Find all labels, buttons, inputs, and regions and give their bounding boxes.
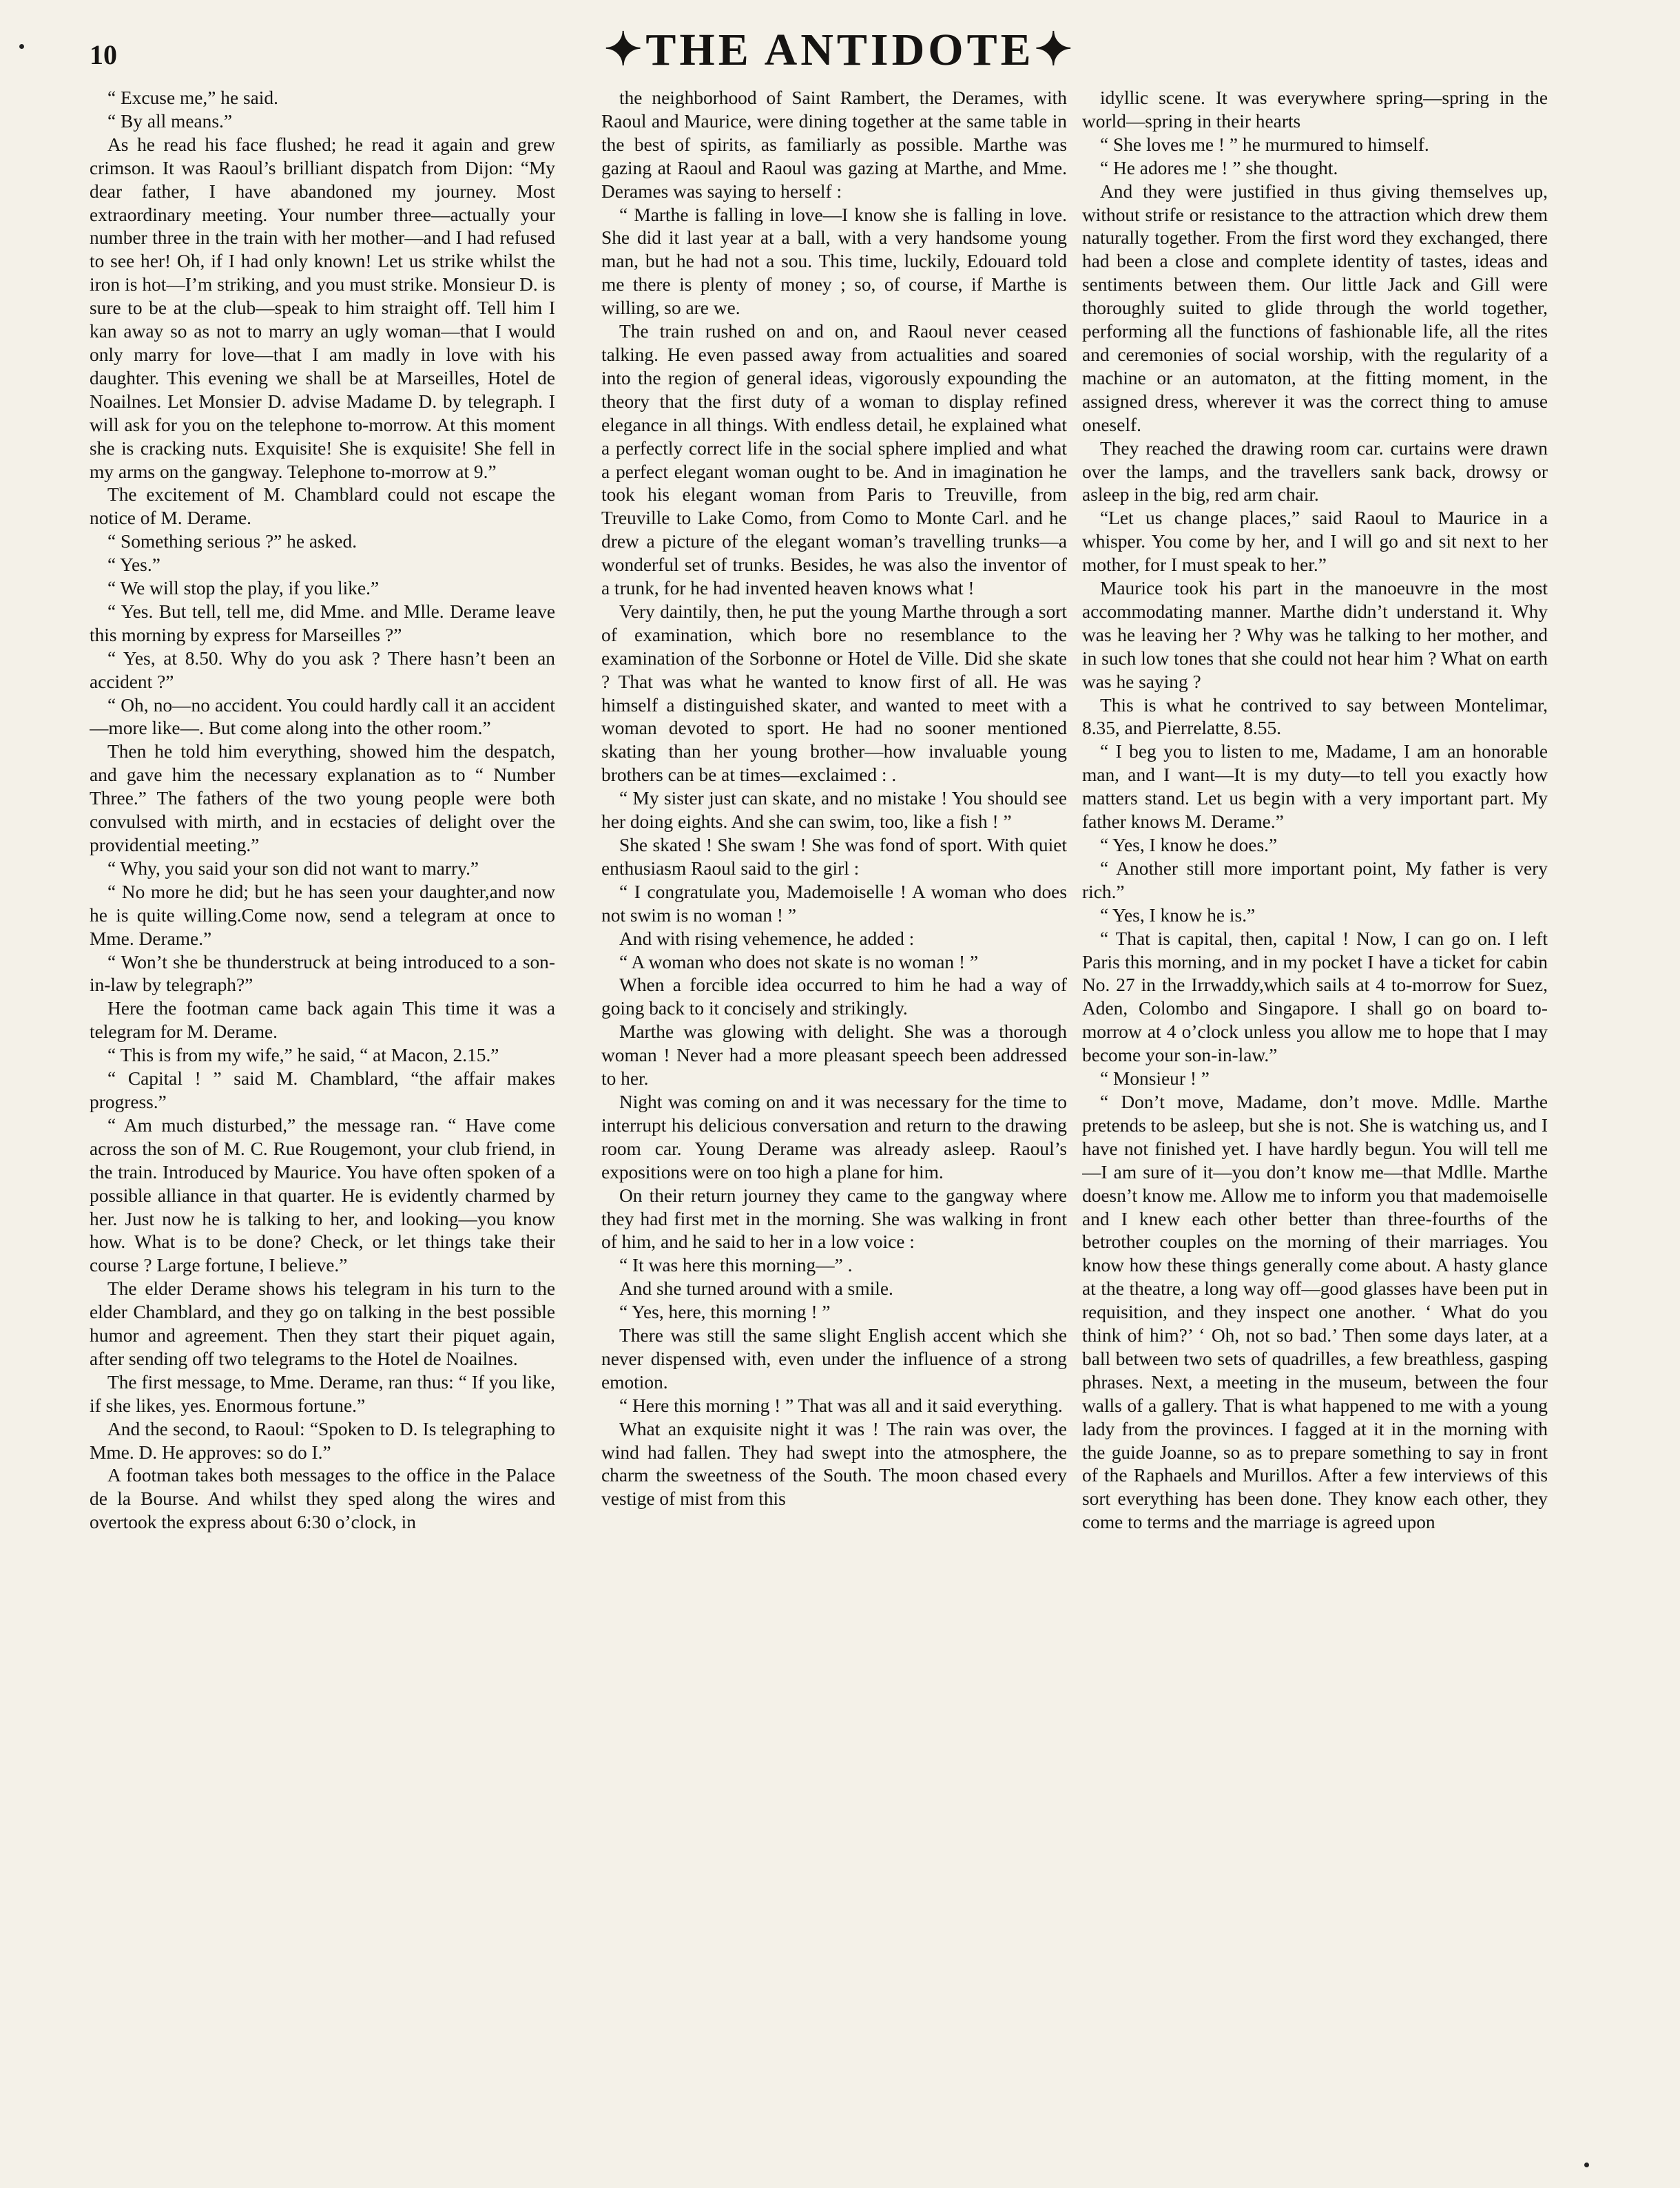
article-paragraph: There was still the same slight English accent which she never dispensed with, even under the influence of a strong emotion.	[601, 1325, 1067, 1393]
article-paragraph: And with rising vehemence, he added :	[619, 928, 915, 949]
article-paragraph: “ This is from my wife,” he said, “ at Macon, 2.15.”	[107, 1045, 499, 1066]
article-paragraph: And she turned around with a smile.	[619, 1278, 893, 1300]
article-paragraph: “ No more he did; but he has seen your daughter,and now he is quite willing.Come now, send a telegram at once to Mme. Derame.”	[90, 881, 555, 949]
print-speck	[19, 44, 24, 49]
article-paragraph: “ Am much disturbed,” the message ran. “ Have come across the son of M. C. Rue Rougemont, your club friend, in the train. Introduced by Maurice. You have often spoken of a possible alliance in that quarter. He is evidently charmed by her. Just now he is talking to her, and looking—you know how. What is to be done? Check, or let things take their course ? Large fortune, I believe.”	[90, 1114, 555, 1276]
article-paragraph: “ It was here this morning—” .	[619, 1255, 853, 1276]
article-paragraph: “ Yes, at 8.50. Why do you ask ? There hasn’t been an accident ?”	[90, 647, 555, 692]
article-paragraph: “ Yes. But tell, tell me, did Mme. and Mlle. Derame leave this morning by express for Marseilles ?”	[90, 601, 555, 645]
article-paragraph: And the second, to Raoul: “Spoken to D. Is telegraphing to Mme. D. He approves: so do I.”	[90, 1418, 555, 1463]
article-paragraph: idyllic scene. It was everywhere spring—spring in the world—spring in their hearts	[1082, 87, 1548, 132]
article-paragraph: Then he told him everything, showed him the despatch, and gave him the necessary explanation as to “ Number Three.” The fathers of the two young people were both convulsed with mirth, and in ecstacies of delight over the providential meeting.”	[90, 741, 555, 855]
article-paragraph: The first message, to Mme. Derame, ran thus: “ If you like, if she likes, yes. Enormous fortune.”	[90, 1371, 555, 1416]
article-paragraph: “ I beg you to listen to me, Madame, I am an honorable man, and I want—It is my duty—to tell you exactly how matters stand. Let us begin with a very important part. My father knows M. Derame.”	[1082, 741, 1548, 833]
text-column-3	[1082, 87, 1548, 2160]
article-paragraph: Very daintily, then, he put the young Marthe through a sort of examination, which bore no resemblance to the examination of the Sorbonne or Hotel de Ville. Did she skate ? That was what he wanted to know first of all. He was himself a distinguished skater, and wanted to meet with a woman devoted to sport. He had no sooner mentioned skating than her young brother—how invaluable young brothers can be at times—exclaimed : .	[601, 601, 1067, 786]
article-paragraph: They reached the drawing room car. curtains were drawn over the lamps, and the travellers sank back, drowsy or asleep in the big, red arm chair.	[1082, 437, 1548, 506]
article-paragraph: “ Something serious ?” he asked.	[107, 531, 357, 552]
article-paragraph: And they were justified in thus giving themselves up, without strife or resistance to the attraction which drew them naturally together. From the first word they exchanged, there had been a close and complete identity of tastes, ideas and sentiments between them. Our little Jack and Gill were thoroughly suited to glide through the world together, performing all the functions of fashionable life, all the rites and ceremonies of social worship, with the regularity of a machine or an automaton, at the fitting moment, in the assigned dress, wherever it was the correct thing to amuse oneself.	[1082, 180, 1548, 435]
article-paragraph: “ Why, you said your son did not want to marry.”	[107, 857, 479, 879]
article-paragraph: On their return journey they came to the gangway where they had first met in the morning. She was walking in front of him, and he said to her in a low voice :	[601, 1185, 1067, 1253]
article-paragraph: “ Monsieur ! ”	[1100, 1068, 1210, 1090]
article-paragraph: When a forcible idea occurred to him he had a way of going back to it concisely and strikingly.	[601, 975, 1067, 1019]
article-paragraph: “ Excuse me,” he said.	[107, 87, 278, 108]
article-paragraph: “ Yes, here, this morning ! ”	[619, 1302, 831, 1323]
article-paragraph: Night was coming on and it was necessary for the time to interrupt his delicious conversation and return to the drawing room car. Young Derame was already asleep. Raoul’s expositions were on too high a plane for him.	[601, 1091, 1067, 1182]
article-paragraph: Maurice took his part in the manoeuvre in the most accommodating manner. Marthe didn’t understand it. Why was he leaving her ? Why was he talking to her mother, and in such low tones that she could not hear him ? What on earth was he saying ?	[1082, 578, 1548, 692]
article-paragraph: Marthe was glowing with delight. She was a thorough woman ! Never had a more pleasant speech been addressed to her.	[601, 1021, 1067, 1090]
article-paragraph: “ I congratulate you, Mademoiselle ! A woman who does not swim is no woman ! ”	[601, 881, 1067, 926]
article-paragraph: The elder Derame shows his telegram in his turn to the elder Chamblard, and they go on talking in the best possible humor and agreement. Then they start their piquet again, after sending off two telegrams to the Hotel de Noailnes.	[90, 1278, 555, 1369]
page-number: 10	[90, 39, 117, 70]
article-paragraph: “ Here this morning ! ” That was all and it said everything.	[619, 1395, 1063, 1416]
article-paragraph: She skated ! She swam ! She was fond of sport. With quiet enthusiasm Raoul said to the girl :	[601, 835, 1067, 879]
text-column-2	[601, 87, 1067, 2160]
article-paragraph: “ That is capital, then, capital ! Now, I can go on. I left Paris this morning, and in my pocket I have a ticket for cabin No. 27 in the Irrwaddy,which sails at 4 to-morrow for Suez, Aden, Colombo and Singapore. I shall go on board to-morrow at 4 o’clock unless you allow me to hope that I may become your son-in-law.”	[1082, 928, 1548, 1066]
article-paragraph: “ My sister just can skate, and no mistake ! You should see her doing eights. And she can swim, too, like a fish ! ”	[601, 788, 1067, 833]
article-paragraph: the neighborhood of Saint Rambert, the Derames, with Raoul and Maurice, were dining together at the same table in the best of spirits, as familiarly as possible. Marthe was gazing at Raoul and Raoul was gazing at Marthe, and Mme. Derames was saying to herself :	[601, 87, 1067, 202]
article-paragraph: “ Oh, no—no accident. You could hardly call it an accident—more like—. But come along into the other room.”	[90, 694, 555, 739]
print-speck	[1584, 2163, 1589, 2167]
article-paragraph: As he read his face flushed; he read it again and grew crimson. It was Raoul’s brilliant dispatch from Dijon: “My dear father, I have abandoned my journey. Most extraordinary meeting. Your number three—actually your number three in the train with her mother—and I had refused to see her! Oh, if I had only known! Let us strike whilst the iron is hot—I’m striking, and you must strike. Monsieur D. is sure to be at the club—speak to him straight off. Tell him I kan away so as not to marry an ugly woman—that I would only marry for love—that I am madly in love with his daughter. This evening we shall be at Marseilles, Hotel de Noailnes. Let Monsier D. advise Madame D. by telegraph. I will ask for you on the telephone to-morrow. At this moment she is cracking nuts. Exquisite! She is exquisite! She fell in my arms on the gangway. Telephone to-morrow at 9.”	[90, 134, 555, 482]
article-paragraph: “ He adores me ! ” she thought.	[1100, 157, 1338, 178]
article-paragraph: Here the footman came back again This time it was a telegram for M. Derame.	[90, 998, 555, 1043]
article-paragraph: The excitement of M. Chamblard could not escape the notice of M. Derame.	[90, 484, 555, 529]
article-paragraph: “ Capital ! ” said M. Chamblard, “the affair makes progress.”	[90, 1068, 555, 1112]
article-paragraph: “ Yes, I know he is.”	[1100, 904, 1256, 926]
article-paragraph: “ We will stop the play, if you like.”	[107, 578, 380, 599]
article-paragraph: “ A woman who does not skate is no woman ! ”	[619, 951, 979, 972]
masthead-title: ✦THE ANTIDOTE✦	[604, 25, 1076, 75]
article-paragraph: A footman takes both messages to the office in the Palace de la Bourse. And whilst they sped along the wires and overtook the express about 6:30 o’clock, in	[90, 1465, 555, 1533]
article-paragraph: What an exquisite night it was ! The rain was over, the wind had fallen. They had swept into the atmosphere, the charm the sweetness of the South. The moon chased every vestige of mist from this	[601, 1418, 1067, 1510]
article-paragraph: “Let us change places,” said Raoul to Maurice in a whisper. You come by her, and I will go and sit next to her mother, for I must speak to her.”	[1082, 508, 1548, 576]
article-paragraph: “ Yes.”	[107, 554, 160, 576]
article-paragraph: “ Don’t move, Madame, don’t move. Mdlle. Marthe pretends to be asleep, but she is not. She is watching us, and I have not finished yet. I have hardly begun. You will tell me—I am sure of it—you don’t know me—that Mdlle. Marthe doesn’t know me. Allow me to inform you that mademoiselle and I knew each other better than three-fourths of the betrother couples on the morning of their marriages. You know how these things generally come about. A hasty glance at the theatre, a long way off—good glasses have been put in requisition, and they inspect one another. ‘ What do you think of him?’ ‘ Oh, not so bad.’ Then some days later, at a ball between two sets of quadrilles, a few breathless, gasping phrases. Next, a meeting in the museum, between the four walls of a gallery. That is what happened to me with a young lady from the provinces. I fagged at it in the morning with the guide Joanne, so as to prepare something to say in front of the Raphaels and Murillos. After a few interviews of this sort everything has been done. They know each other, they come to terms and the marriage is agreed upon	[1082, 1091, 1548, 1533]
article-paragraph: “ By all means.”	[107, 110, 233, 132]
article-paragraph: “ Won’t she be thunderstruck at being introduced to a son-in-law by telegraph?”	[90, 951, 555, 996]
article-paragraph: “ Marthe is falling in love—I know she is falling in love. She did it last year at a ball, with a very handsome young man, but he had not a sou. This time, luckily, Edouard told me there is plenty of money ; so, of course, if Marthe is willing, so are we.	[601, 204, 1067, 319]
article-paragraph: “ Yes, I know he does.”	[1100, 835, 1278, 855]
text-column-1	[90, 87, 555, 2160]
article-paragraph: The train rushed on and on, and Raoul never ceased talking. He even passed away from actualities and soared into the region of general ideas, vigorously expounding the theory that the first duty of a woman to display refined elegance in all things. With endless detail, he explained what a perfectly correct life in the social sphere implied and what a perfect elegant woman ought to be. And in imagination he took his elegant woman from Paris to Treuville, from Treuville to Lake Como, from Como to Monte Carl. and he drew a picture of the elegant woman’s travelling trunks—a wonderful set of trunks. Besides, he was also the inventor of a trunk, for he had invented heaven knows what !	[601, 321, 1067, 599]
article-paragraph: “ She loves me ! ” he murmured to himself.	[1100, 134, 1429, 155]
article-paragraph: This is what he contrived to say between Montelimar, 8.35, and Pierrelatte, 8.55.	[1082, 694, 1548, 739]
article-paragraph: “ Another still more important point, My father is very rich.”	[1082, 857, 1548, 902]
